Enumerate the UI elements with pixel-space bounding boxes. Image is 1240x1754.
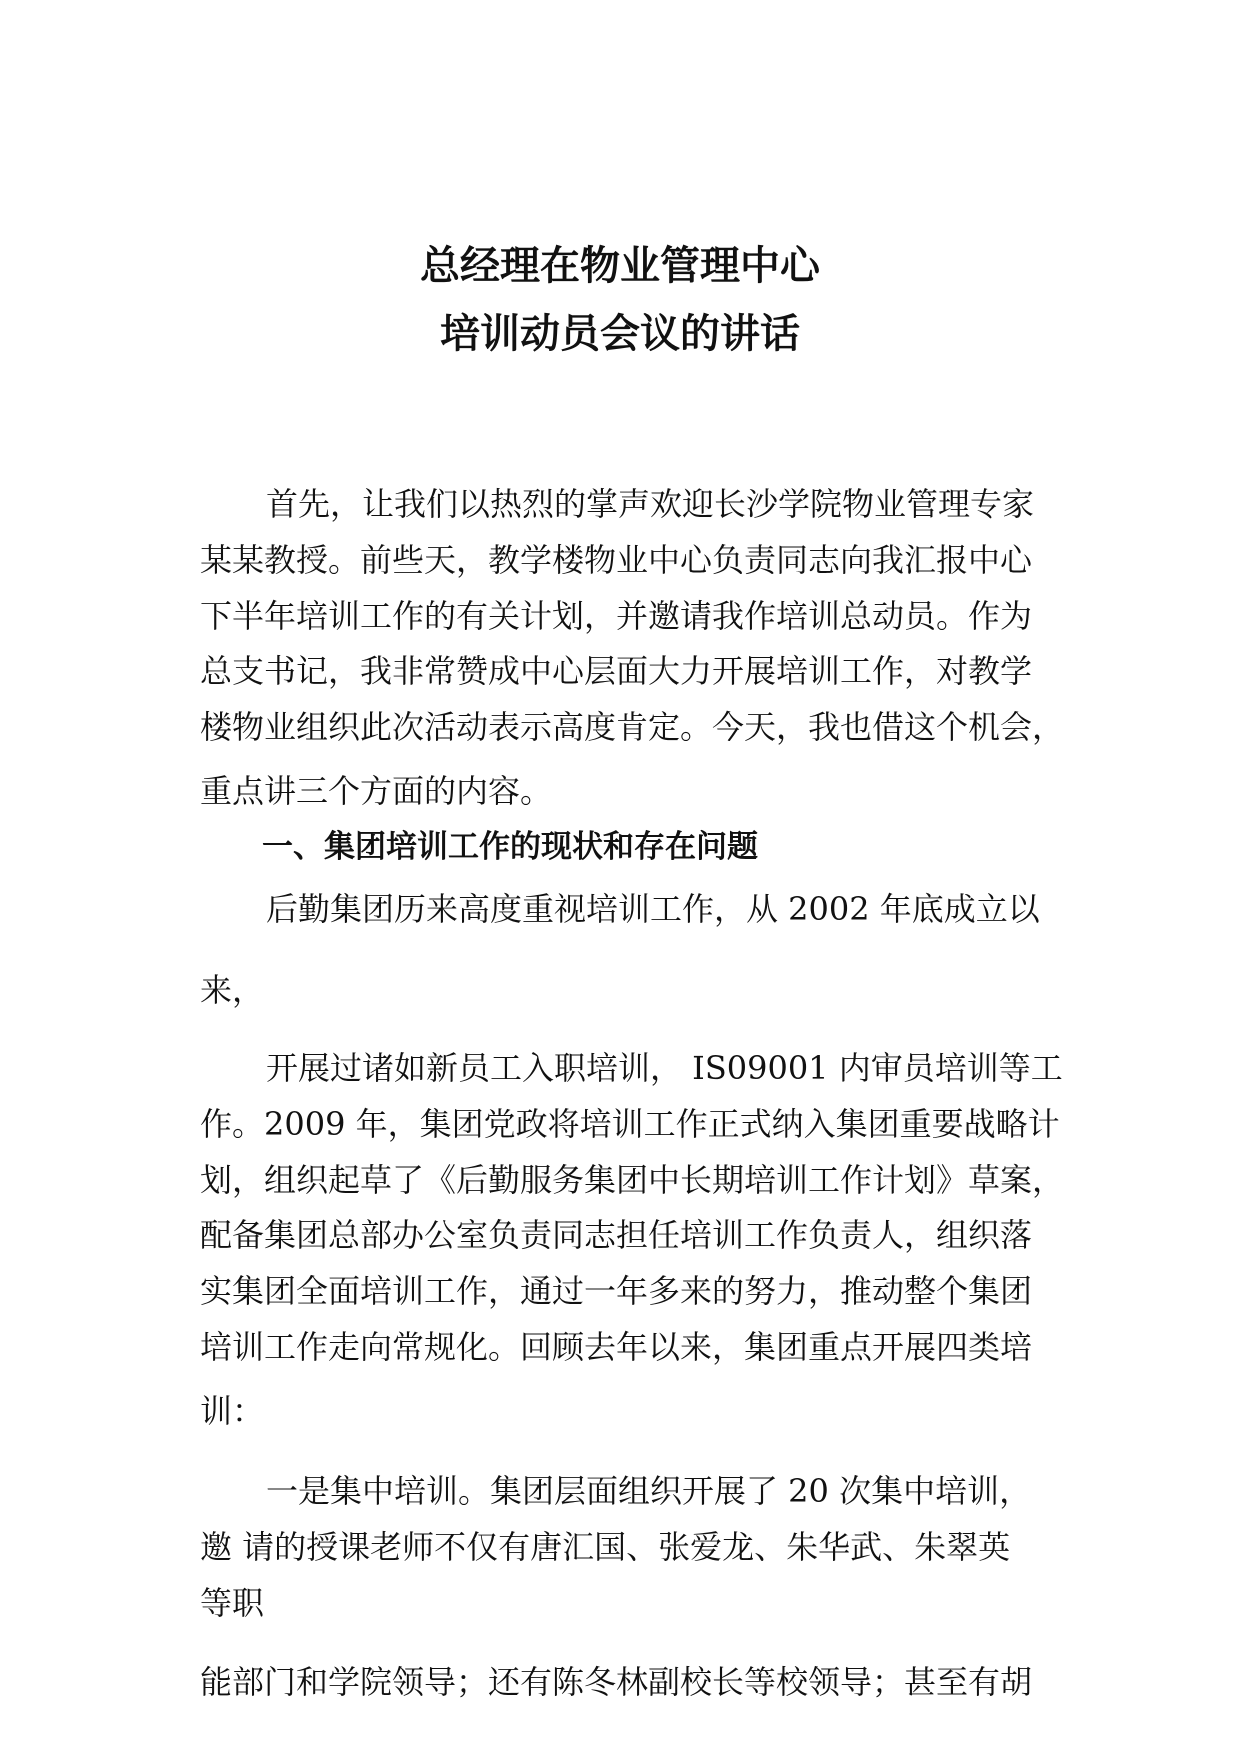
paragraph-line: 等职: [200, 1584, 265, 1622]
paragraph-line: 配备集团总部办公室负责同志担任培训工作负责人，组织落: [200, 1216, 1033, 1254]
paragraph-line: 能部门和学院领导；还有陈冬林副校长等校领导；甚至有胡: [200, 1663, 1033, 1701]
paragraph-line: 划，组织起草了《后勤服务集团中长期培训工作计划》草案，: [200, 1161, 1065, 1199]
paragraph-line: 后勤集团历来高度重视培训工作，从 2002 年底成立以: [266, 890, 1040, 928]
paragraph-line: 下半年培训工作的有关计划，并邀请我作培训总动员。作为: [200, 597, 1033, 635]
paragraph-line: 来，: [200, 971, 265, 1009]
section-heading: 一、集团培训工作的现状和存在问题: [262, 829, 758, 865]
paragraph-line: 作。2009 年，集团党政将培训工作正式纳入集团重要战略计: [200, 1105, 1060, 1143]
paragraph-line: 总支书记，我非常赞成中心层面大力开展培训工作，对教学: [200, 652, 1033, 690]
paragraph-line: 邀 请的授课老师不仅有唐汇国、张爱龙、朱华武、朱翠英: [200, 1528, 1011, 1566]
paragraph-line: 开展过诸如新员工入职培训， IS09001 内审员培训等工: [266, 1049, 1063, 1087]
paragraph-line: 某某教授。前些天，教学楼物业中心负责同志向我汇报中心: [200, 541, 1033, 579]
document-title-line-2: 培训动员会议的讲话: [440, 311, 800, 357]
paragraph-line: 训：: [200, 1392, 265, 1430]
paragraph-line: 实集团全面培训工作，通过一年多来的努力，推动整个集团: [200, 1272, 1033, 1310]
document-title-line-1: 总经理在物业管理中心: [420, 243, 820, 289]
paragraph-line: 一是集中培训。集团层面组织开展了 20 次集中培训，: [266, 1472, 1032, 1510]
paragraph-line: 首先，让我们以热烈的掌声欢迎长沙学院物业管理专家: [266, 485, 1035, 523]
paragraph-line: 重点讲三个方面的内容。: [200, 772, 553, 810]
paragraph-line: 楼物业组织此次活动表示高度肯定。今天，我也借这个机会，: [200, 708, 1065, 746]
paragraph-line: 培训工作走向常规化。回顾去年以来，集团重点开展四类培: [200, 1328, 1033, 1366]
